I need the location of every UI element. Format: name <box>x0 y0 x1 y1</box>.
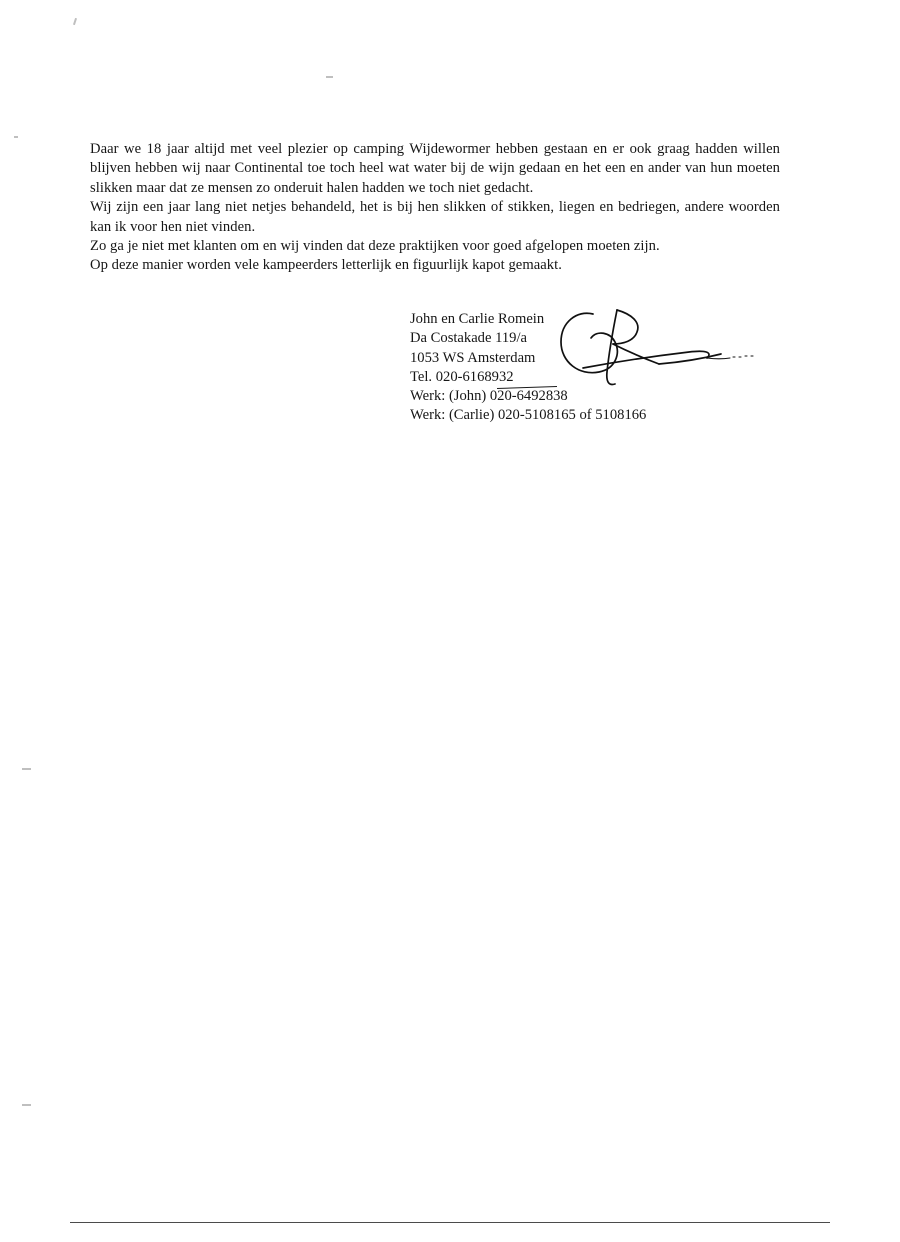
body-paragraph-2: Wij zijn een jaar lang niet netjes behandeld, het is bij hen slikken of stikken, liegen en bedriegen, andere woorden kan ik voor hen niet vinden. <box>90 199 780 235</box>
signoff-name: John en Carlie Romein <box>410 311 545 327</box>
page-bottom-rule <box>70 1222 830 1223</box>
body-paragraph-4: Op deze manier worden vele kampeerders letterlijk en figuurlijk kapot gemaakt. <box>90 257 562 274</box>
body-paragraph-1: Daar we 18 jaar altijd met veel plezier op camping Wijdewormer hebben gestaan en er ook graag hadden willen blijven hebben wij naar Continental toe toch heel wat water bij de wijn gedaan en het een en ander van hun moeten slikken maar dat ze mensen zo onderuit halen hadden we toch niet gedacht. <box>90 141 780 196</box>
scan-speck <box>22 768 31 770</box>
signoff-city: 1053 WS Amsterdam <box>410 349 536 366</box>
signoff-street: Da Costakade 119/a <box>410 330 527 347</box>
scan-speck <box>14 136 18 138</box>
signoff-work-john: Werk: (John) 020-6492838 <box>410 388 568 405</box>
scan-speck <box>326 76 333 78</box>
body-paragraph-3: Zo ga je niet met klanten om en wij vinden dat deze praktijken voor goed afgelopen moeten zijn. <box>90 238 660 255</box>
scan-speck <box>73 18 77 25</box>
letter-body <box>90 140 780 276</box>
scan-speck <box>22 1104 31 1106</box>
signoff-block <box>410 310 770 426</box>
signoff-work-carlie: Werk: (Carlie) 020-5108165 of 5108166 <box>410 407 647 424</box>
signoff-phone: Tel. 020-6168932 <box>410 368 514 385</box>
